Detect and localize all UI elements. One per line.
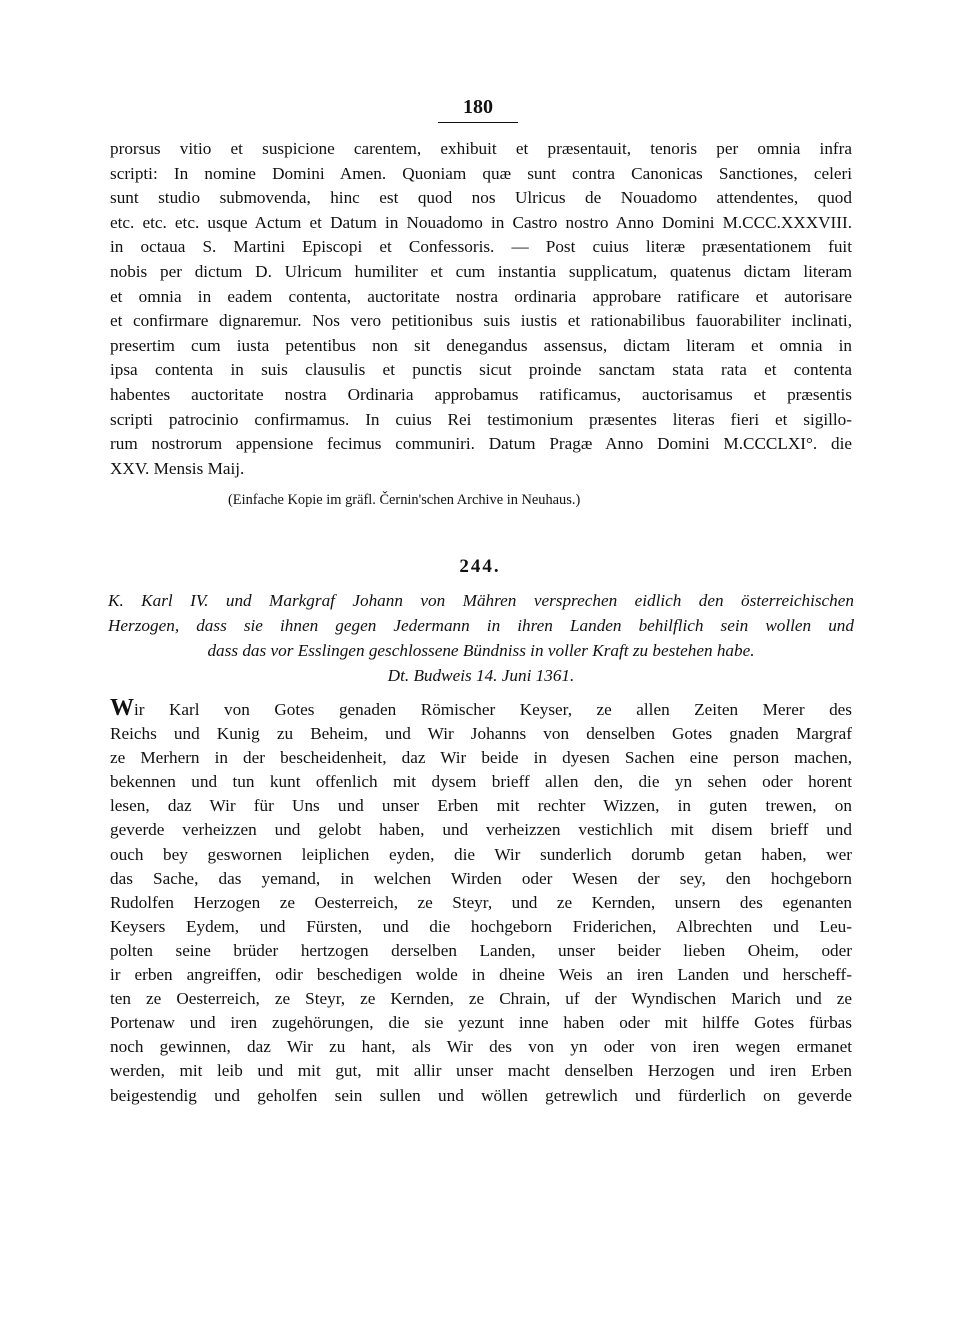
body-first-line-text: ir Karl von Gotes genaden Römischer Keyser, ze allen Zeiten Merer des [134,700,852,719]
text-line: prorsus vitio et suspicione carentem, exhibuit et præsentauit, tenoris per omnia infra [110,139,852,158]
regest-line: dass das vor Esslingen geschlossene Bündniss in voller Kraft zu bestehen habe. [207,641,755,660]
body-line: polten seine brüder hertzogen derselben Landen, unser beider lieben Oheim, oder [110,940,852,960]
body-first-line [110,695,852,722]
body-line: Rudolfen Herzogen ze Oesterreich, ze Steyr, und ze Kernden, unsern des egenanten [110,892,852,912]
body-line: ir erben angreiffen, odir beschedigen wolde in dheine Weis an iren Landen und herscheff- [110,965,852,985]
body-line: das Sache, das yemand, in welchen Wirden oder Wesen der sey, den hochgeborn [110,868,852,888]
document-number: 244. [459,556,501,577]
body-line: ze Merhern in der bescheidenheit, daz Wir beide in dyesen Sachen eine person machen, [110,748,852,768]
body-line: ten ze Oesterreich, ze Steyr, ze Kernden, ze Chrain, uf der Wyndischen Marich und ze [110,989,852,1009]
text-line: ipsa contenta in suis clausulis et punctis sicut proinde sanctam stata rata et contenta [110,360,852,380]
initial-letter: W [110,695,134,721]
text-line: XXV. Mensis Maij. [110,458,245,478]
regest-line: Herzogen, dass sie ihnen gegen Jedermann in ihren Landen behilflich sein wollen und [108,616,854,635]
body-line: geverde verheizzen und gelobt haben, und verheizzen vestichlich mit disem brieff und [110,820,852,840]
body-line: Reichs und Kunig zu Beheim, und Wir Johanns von denselben Gotes gnaden Margraf [110,724,852,744]
page-number: 180 [463,96,493,118]
text-line: nobis per dictum D. Ulricum humiliter et cum instantia supplicatum, quatenus dictam literam [110,261,852,281]
document-regest [108,588,854,688]
body-line: werden, mit leib und mit gut, mit allir unser macht denselben Herzogen und iren Erben [110,1061,852,1081]
body-line: bekennen und tun kunt offenlich mit dysem brieff allen den, die yn sehen oder horent [110,772,852,792]
text-line: etc. etc. etc. usque Actum et Datum in Nouadomo in Castro nostro Anno Domini M.CCC.XXXVIII. [110,212,852,232]
text-line: habentes auctoritate nostra Ordinaria approbamus ratificamus, auctorisamus et præsentis [110,384,852,404]
body-line: Keysers Eydem, und Fürsten, und die hochgeborn Friderichen, Albrechten und Leu- [110,916,852,936]
text-line: scripti: In nomine Domini Amen. Quoniam quæ sunt contra Canonicas Sanctiones, celeri [110,163,852,183]
text-line: presertim cum iusta petentibus non sit denegandus assensus, dictam literam et omnia in [110,335,852,355]
text-line: scripti patrocinio confirmamus. In cuius Rei testimonium præsentes literas fieri et sigillo- [110,409,852,429]
body-line: Portenaw und iren zugehörungen, die sie yezunt inne haben oder mit hilffe Gotes fürbas [110,1013,852,1033]
text-line: in octaua S. Martini Episcopi et Confessoris. — Post cuius literæ præsentationem fuit [110,237,852,257]
body-line: ouch bey geswornen leiplichen eyden, die Wir sunderlich dorumb getan haben, wer [110,844,852,864]
text-line: sunt studio submovenda, hinc est quod nos Ulricus de Nouadomo attendentes, quod [110,188,852,208]
page-number-rule [438,122,518,123]
regest-date-line: Dt. Budweis 14. Juni 1361. [387,666,575,685]
body-line: lesen, daz Wir für Uns und unser Erben mit rechter Wizzen, in guten trewen, on [110,796,852,816]
body-line: noch gewinnen, daz Wir zu hant, als Wir des von yn oder von iren wegen ermanet [110,1037,852,1057]
body-line: beigestendig und geholfen sein sullen und wöllen getrewlich und fürderlich on geverde [110,1085,852,1105]
text-line: rum nostrorum appensione fecimus communiri. Datum Pragæ Anno Domini M.CCCLXI°. die [110,434,852,454]
source-note: (Einfache Kopie im gräfl. Černin'schen Archive in Neuhaus.) [228,492,581,508]
top-paragraph [110,137,852,481]
document-body [110,695,852,1108]
text-line: et omnia in eadem contenta, auctoritate nostra ordinaria approbare ratificare et autorisare [110,286,852,306]
text-line: et confirmare dignaremur. Nos vero petitionibus suis iustis et rationabilibus fauorabiliter inclinati, [110,311,852,331]
regest-line: K. Karl IV. und Markgraf Johann von Mähren versprechen eidlich den österreichischen [108,591,854,610]
